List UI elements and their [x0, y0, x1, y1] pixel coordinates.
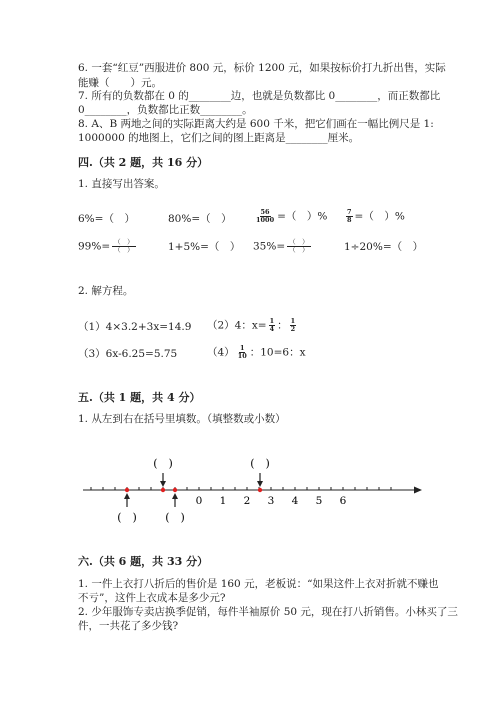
red-point-a — [125, 488, 129, 492]
s6-q1-line2: 不亏”，这件上衣成本是多少元? — [78, 592, 226, 604]
arrow-right-icon — [414, 487, 422, 494]
number-line-labels — [196, 495, 347, 507]
number-line-label: 4 — [291, 495, 299, 507]
answer-blank[interactable]: ( ) — [250, 457, 270, 470]
up-arrow-icon — [172, 493, 178, 507]
s6-q2-line2: 件，一共花了多少钱? — [78, 620, 179, 632]
red-point-d — [258, 488, 262, 492]
section-four-q2-title: 2. 解方程。 — [78, 285, 134, 297]
section-four-q1-title: 1. 直接写出答案。 — [78, 178, 165, 190]
calc-item-1: 6%=（ ） — [78, 213, 135, 225]
q8-line2: 1000000 的地图上，它们之间的图上距离是________厘米。 — [78, 132, 360, 144]
q7-line2: 0________，负数都比正数________。 — [78, 104, 253, 116]
red-point-b — [161, 488, 165, 492]
section-five-heading: 五.（共 1 题，共 4 分） — [78, 391, 201, 404]
equation-4: （4） $\frac{1}{10}$ ：10=6：x — [207, 344, 306, 360]
calc-item-6: 1+5%=（ ） — [168, 241, 241, 253]
answer-blank[interactable]: ( ) — [153, 457, 173, 470]
number-line-label: 3 — [267, 495, 275, 507]
section-six-heading: 六.（共 6 题，共 33 分） — [78, 555, 209, 568]
red-point-c — [173, 488, 177, 492]
s6-q2-line1: 2. 少年服饰专卖店换季促销，每件半袖原价 50 元，现在打八折销售。小林买了三 — [78, 606, 458, 618]
calc-item-5: 99%= （ ） （ ） — [78, 238, 134, 254]
fraction: $\frac{7}{8}$ — [347, 208, 352, 224]
calc-item-3: $\frac{56}{1000}$ =（ ）% — [256, 208, 328, 224]
number-line-label: 2 — [243, 495, 251, 507]
section-four-heading: 四.（共 2 题，共 16 分） — [78, 156, 209, 169]
answer-blank[interactable]: ( ) — [117, 511, 137, 524]
equation-1: （1）4×3.2+3x=14.9 — [78, 321, 192, 333]
calc-item-7: 35%= （ ） （ ） — [253, 238, 309, 254]
down-arrow-icon — [257, 473, 263, 487]
q8-line1: 8. A、B 两地之间的实际距离大约是 600 千米，把它们画在一幅比例尺是 1: — [78, 118, 434, 130]
q7-line1: 7. 所有的负数都在 0 的________边，也就是负数都比 0________，而正数都比 — [78, 90, 441, 102]
q6-line1: 6. 一套“红豆”西服进价 800 元，标价 1200 元，如果按标价打九折出售，实际 — [78, 62, 446, 74]
number-line-label: 1 — [219, 495, 227, 507]
calc-item-8: 1÷20%=（ ） — [344, 241, 424, 253]
q6-line2: 能赚（ ）元。 — [78, 77, 162, 89]
calc-item-4: $\frac{7}{8}$ =（ ）% — [347, 208, 405, 224]
up-arrow-icon — [124, 493, 130, 507]
number-line-label: 5 — [315, 495, 323, 507]
equation-2: （2）4：x= $\frac{1}{4}$ ： $\frac{1}{2}$ — [207, 317, 296, 333]
number-line-label: 0 — [195, 495, 203, 507]
calc-item-2: 80%=（ ） — [168, 213, 232, 225]
section-five-q1-title: 1. 从左到右在括号里填数。（填整数或小数） — [78, 413, 286, 425]
number-line-label: 6 — [339, 495, 347, 507]
fraction: $\frac{56}{1000}$ — [256, 208, 275, 224]
equation-3: （3）6x-6.25=5.75 — [78, 348, 178, 360]
answer-blank[interactable]: ( ) — [165, 511, 185, 524]
down-arrow-icon — [160, 473, 166, 487]
number-line — [0, 450, 500, 550]
s6-q1-line1: 1. 一件上衣打八折后的售价是 160 元，老板说：“如果这件上衣对折就不赚也 — [78, 578, 439, 590]
